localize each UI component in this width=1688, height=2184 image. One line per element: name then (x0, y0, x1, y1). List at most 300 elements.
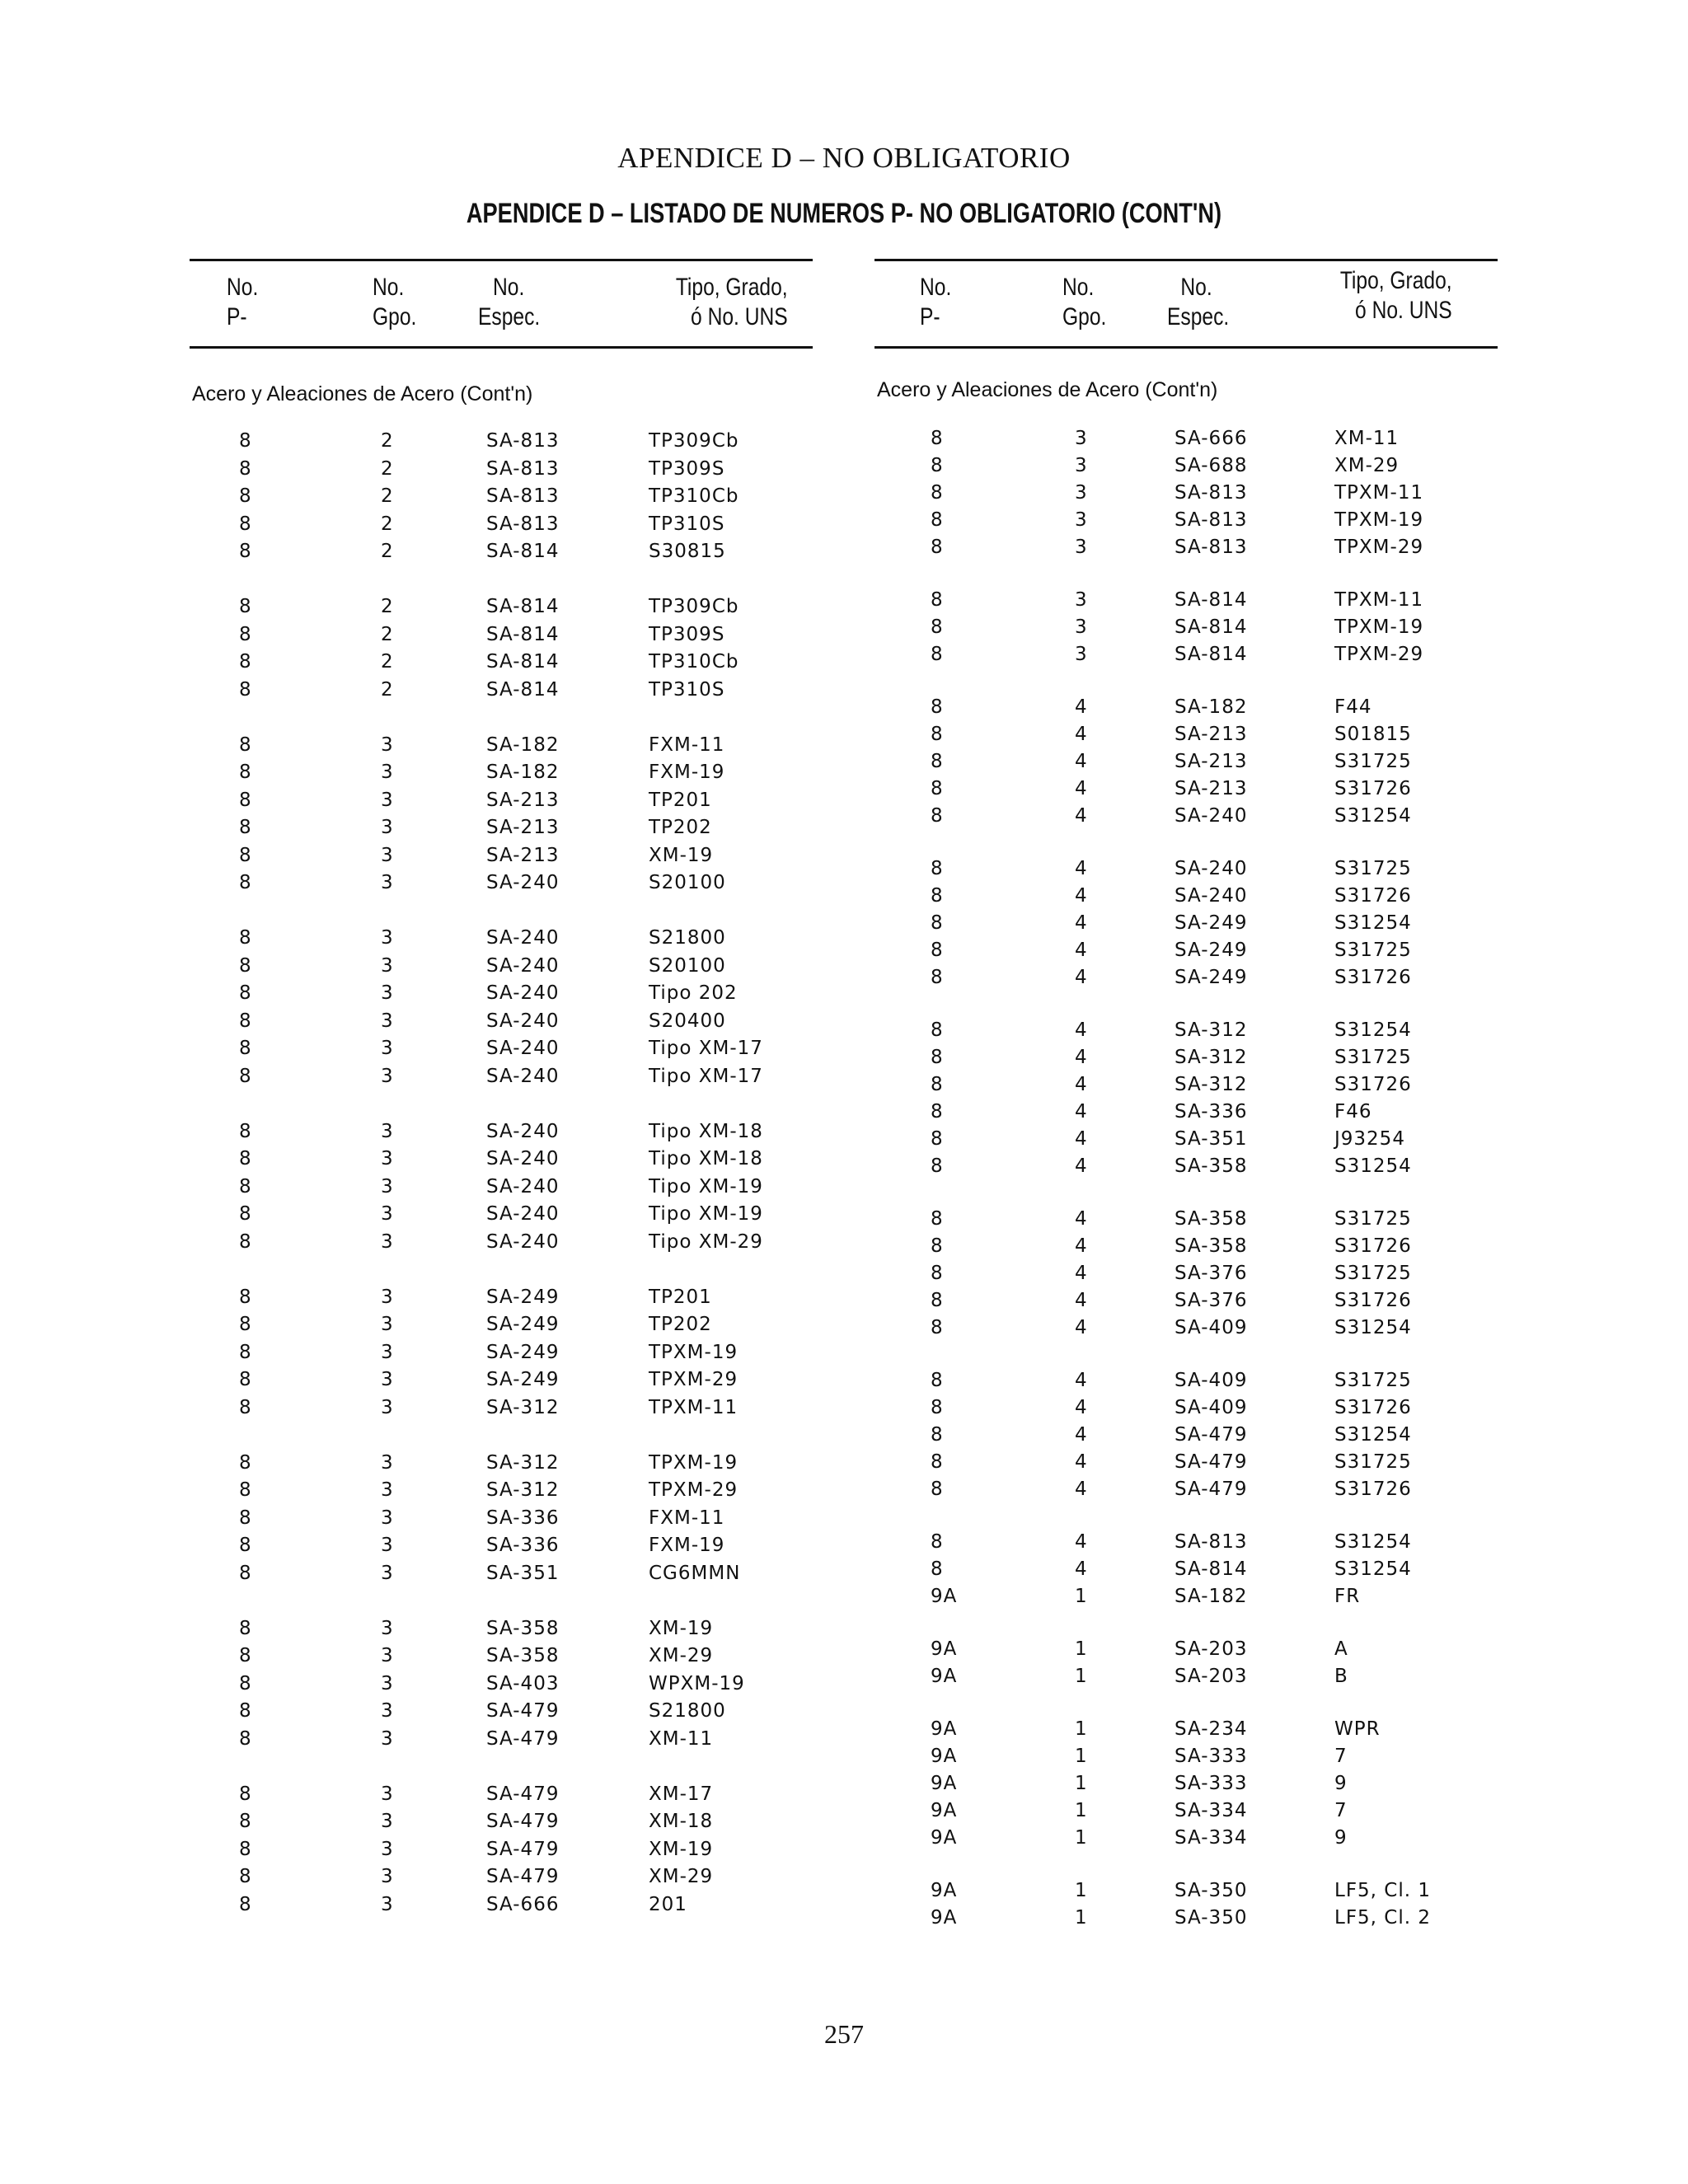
type-grade-cell: XM-11 (649, 1727, 714, 1750)
header-p-no: No. P- (920, 274, 952, 330)
group-number-cell: 3 (381, 1120, 394, 1142)
type-grade-cell: S31254 (1334, 912, 1412, 934)
spec-number-cell: SA-240 (486, 1148, 560, 1169)
p-number-cell: 8 (239, 1065, 252, 1087)
group-number-cell: 2 (381, 485, 394, 507)
spec-number-cell: SA-409 (1175, 1370, 1248, 1391)
group-number-cell: 4 (1075, 1019, 1088, 1041)
p-number-cell: 8 (239, 1727, 252, 1750)
table-row (874, 1155, 1498, 1183)
table-row (874, 428, 1498, 455)
group-number-cell: 3 (381, 1535, 394, 1556)
type-grade-cell: TPXM-11 (1334, 482, 1424, 504)
spec-number-cell: SA-240 (486, 1175, 560, 1197)
spec-number-cell: SA-240 (486, 1038, 560, 1059)
p-number-cell: 9A (931, 1638, 958, 1660)
group-number-cell: 3 (1075, 428, 1088, 449)
spec-number-cell: SA-351 (486, 1562, 560, 1584)
type-grade-cell: XM-17 (649, 1783, 714, 1805)
group-number-cell: 1 (1075, 1586, 1088, 1607)
spec-number-cell: SA-814 (1175, 1558, 1248, 1580)
spec-number-cell: SA-479 (486, 1838, 560, 1860)
p-number-cell: 8 (239, 1175, 252, 1197)
table-row (874, 940, 1498, 967)
type-grade-cell: S31726 (1334, 1397, 1412, 1418)
group-number-cell: 4 (1075, 805, 1088, 827)
table-row (874, 1047, 1498, 1074)
group-number-cell: 3 (381, 1148, 394, 1169)
type-grade-cell: Tipo XM-17 (649, 1038, 763, 1059)
type-grade-cell: Tipo XM-29 (649, 1230, 763, 1253)
type-grade-cell: TP202 (649, 817, 712, 838)
p-number-cell: 8 (931, 1101, 944, 1122)
p-number-cell: 8 (239, 982, 252, 1004)
table-row (874, 1128, 1498, 1155)
table-row (190, 1618, 813, 1645)
type-grade-cell: TPXM-29 (649, 1369, 738, 1390)
spec-number-cell: SA-312 (1175, 1047, 1248, 1068)
spec-number-cell: SA-182 (1175, 1586, 1248, 1607)
spec-number-cell: SA-350 (1175, 1907, 1248, 1929)
spec-number-cell: SA-376 (1175, 1263, 1248, 1284)
type-grade-cell: S20100 (649, 954, 726, 977)
spec-number-cell: SA-813 (1175, 1531, 1248, 1553)
table-row (190, 1673, 813, 1700)
spec-number-cell: SA-334 (1175, 1827, 1248, 1849)
group-number-cell: 4 (1075, 967, 1088, 988)
p-number-cell: 8 (931, 537, 944, 558)
type-grade-cell: F46 (1334, 1101, 1372, 1122)
table-row (874, 509, 1498, 537)
group-number-cell: 3 (381, 954, 394, 977)
spec-number-cell: SA-403 (486, 1672, 560, 1694)
table-row (190, 1700, 813, 1727)
spec-number-cell: SA-350 (1175, 1880, 1248, 1901)
p-number-cell: 8 (239, 1451, 252, 1474)
spec-number-cell: SA-240 (486, 1065, 560, 1087)
p-number-cell: 9A (931, 1746, 958, 1767)
left-table-header (190, 259, 813, 349)
group-number-cell: 4 (1075, 1235, 1088, 1257)
spec-number-cell: SA-813 (1175, 482, 1248, 504)
p-number-cell: 8 (931, 1451, 944, 1473)
spec-number-cell: SA-249 (486, 1341, 560, 1363)
type-grade-cell: TPXM-19 (649, 1451, 738, 1474)
type-grade-cell: S21800 (649, 927, 726, 949)
group-number-cell: 1 (1075, 1746, 1088, 1767)
type-grade-cell: FXM-11 (649, 733, 725, 756)
group-number-cell: 4 (1075, 1155, 1088, 1177)
spec-number-cell: SA-358 (486, 1617, 560, 1639)
spec-number-cell: SA-814 (1175, 589, 1248, 611)
spec-number-cell: SA-376 (1175, 1290, 1248, 1311)
group-number-cell: 4 (1075, 1424, 1088, 1446)
table-row (190, 1645, 813, 1672)
table-row (190, 872, 813, 899)
type-grade-cell: TP310S (649, 678, 725, 701)
type-grade-cell: TPXM-29 (1334, 537, 1424, 558)
spec-number-cell: SA-333 (1175, 1746, 1248, 1767)
type-grade-cell: S21800 (649, 1700, 726, 1722)
type-grade-cell: TPXM-11 (649, 1396, 738, 1418)
spec-number-cell: SA-358 (1175, 1235, 1248, 1257)
group-number-cell: 3 (381, 1286, 394, 1308)
type-grade-cell: XM-29 (649, 1866, 714, 1887)
spec-number-cell: SA-249 (486, 1314, 560, 1335)
table-row (874, 751, 1498, 778)
type-grade-cell: 201 (649, 1893, 687, 1915)
table-row (190, 1314, 813, 1341)
p-number-cell: 8 (931, 1397, 944, 1418)
type-grade-cell: XM-19 (649, 1838, 714, 1860)
p-number-cell: 8 (239, 596, 252, 617)
type-grade-cell: S31726 (1334, 1074, 1412, 1095)
type-grade-cell: XM-19 (649, 844, 714, 866)
spec-number-cell: SA-182 (486, 762, 560, 783)
table-row (190, 458, 813, 485)
group-number-cell: 2 (381, 457, 394, 480)
type-grade-cell: TP310Cb (649, 651, 739, 673)
spec-number-cell: SA-688 (1175, 455, 1248, 476)
p-number-cell: 8 (239, 1617, 252, 1639)
p-number-cell: 8 (239, 1507, 252, 1529)
group-number-cell: 3 (381, 1175, 394, 1197)
table-row (874, 912, 1498, 940)
group-number-cell: 3 (381, 817, 394, 838)
p-number-cell: 9A (931, 1907, 958, 1929)
p-number-cell: 8 (931, 509, 944, 531)
spec-number-cell: SA-240 (486, 1203, 560, 1225)
spec-number-cell: SA-213 (486, 844, 560, 866)
spec-number-cell: SA-203 (1175, 1638, 1248, 1660)
header-type-grade: Tipo, Grado, ó No. UNS (676, 274, 788, 330)
spec-number-cell: SA-240 (486, 1120, 560, 1142)
type-grade-cell: S31254 (1334, 805, 1412, 827)
spec-number-cell: SA-813 (1175, 537, 1248, 558)
type-grade-cell: FXM-19 (649, 762, 725, 783)
p-number-cell: 8 (239, 485, 252, 507)
type-grade-cell: 9 (1334, 1827, 1348, 1849)
table-row (190, 1369, 813, 1396)
group-number-cell: 3 (381, 1672, 394, 1694)
p-number-cell: 8 (931, 967, 944, 988)
spec-number-cell: SA-249 (486, 1369, 560, 1390)
table-row (874, 1101, 1498, 1128)
spec-number-cell: SA-249 (1175, 912, 1248, 934)
type-grade-cell: S31725 (1334, 1451, 1412, 1473)
group-number-cell: 3 (1075, 509, 1088, 531)
group-number-cell: 4 (1075, 1397, 1088, 1418)
table-row (190, 1010, 813, 1038)
table-row (190, 651, 813, 678)
type-grade-cell: S31726 (1334, 1235, 1412, 1257)
spec-number-cell: SA-814 (486, 596, 560, 617)
spec-number-cell: SA-409 (1175, 1397, 1248, 1418)
header-type-grade: Tipo, Grado, ó No. UNS (1340, 267, 1452, 324)
spec-number-cell: SA-213 (486, 817, 560, 838)
table-row (190, 485, 813, 513)
table-row (874, 1907, 1498, 1934)
group-number-cell: 3 (381, 1893, 394, 1915)
type-grade-cell: A (1334, 1638, 1348, 1660)
spec-number-cell: SA-351 (1175, 1128, 1248, 1150)
group-number-cell: 4 (1075, 940, 1088, 961)
type-grade-cell: Tipo XM-19 (649, 1175, 763, 1197)
table-row (874, 1800, 1498, 1827)
type-grade-cell: Tipo XM-18 (649, 1120, 763, 1142)
group-number-cell: 3 (381, 1617, 394, 1639)
table-row (190, 624, 813, 651)
p-number-cell: 8 (239, 1286, 252, 1308)
spec-number-cell: SA-479 (486, 1727, 560, 1750)
group-number-cell: 3 (381, 1783, 394, 1805)
table-row (190, 1563, 813, 1590)
table-row (874, 858, 1498, 885)
spec-number-cell: SA-479 (1175, 1424, 1248, 1446)
p-number-cell: 8 (239, 430, 252, 452)
type-grade-cell: TPXM-29 (649, 1479, 738, 1501)
table-row (874, 482, 1498, 509)
type-grade-cell: S31726 (1334, 1479, 1412, 1500)
p-number-cell: 8 (239, 1148, 252, 1169)
table-row (874, 455, 1498, 482)
p-number-cell: 9A (931, 1718, 958, 1740)
p-number-cell: 8 (239, 1010, 252, 1032)
table-row (190, 1286, 813, 1314)
group-number-cell: 1 (1075, 1880, 1088, 1901)
table-row (874, 1019, 1498, 1047)
spec-number-cell: SA-479 (486, 1811, 560, 1832)
group-number-cell: 4 (1075, 1101, 1088, 1122)
type-grade-cell: Tipo XM-18 (649, 1148, 763, 1169)
p-number-cell: 8 (239, 733, 252, 756)
group-number-cell: 3 (381, 1479, 394, 1501)
table-row (190, 1342, 813, 1369)
spec-number-cell: SA-334 (1175, 1800, 1248, 1821)
type-grade-cell: Tipo XM-17 (649, 1065, 763, 1087)
p-number-cell: 8 (931, 1047, 944, 1068)
table-row (874, 1666, 1498, 1693)
spec-number-cell: SA-182 (486, 733, 560, 756)
p-number-cell: 8 (931, 778, 944, 799)
type-grade-cell: LF5, Cl. 1 (1334, 1880, 1432, 1901)
p-number-cell: 8 (931, 644, 944, 665)
type-grade-cell: S31725 (1334, 940, 1412, 961)
spec-number-cell: SA-234 (1175, 1718, 1248, 1740)
table-row (190, 982, 813, 1010)
right-table-header (874, 259, 1498, 349)
type-grade-cell: S31254 (1334, 1155, 1412, 1177)
group-number-cell: 4 (1075, 858, 1088, 879)
p-number-cell: 8 (931, 616, 944, 638)
p-number-cell: 8 (931, 455, 944, 476)
spec-number-cell: SA-240 (486, 1010, 560, 1032)
table-row (190, 1894, 813, 1921)
left-table (190, 259, 813, 1915)
type-grade-cell: Tipo XM-19 (649, 1203, 763, 1225)
p-number-cell: 8 (239, 954, 252, 977)
type-grade-cell: 7 (1334, 1800, 1348, 1821)
p-number-cell: 8 (931, 858, 944, 879)
p-number-cell: 9A (931, 1773, 958, 1794)
table-row (874, 1479, 1498, 1506)
p-number-cell: 8 (931, 1235, 944, 1257)
group-number-cell: 1 (1075, 1718, 1088, 1740)
p-number-cell: 8 (239, 1700, 252, 1722)
spec-number-cell: SA-479 (486, 1700, 560, 1722)
group-number-cell: 1 (1075, 1800, 1088, 1821)
group-number-cell: 3 (381, 1727, 394, 1750)
group-number-cell: 4 (1075, 912, 1088, 934)
spec-number-cell: SA-479 (486, 1866, 560, 1887)
spec-number-cell: SA-336 (486, 1507, 560, 1529)
table-row (874, 1638, 1498, 1666)
table-row (190, 1783, 813, 1811)
p-number-cell: 8 (239, 1479, 252, 1501)
p-number-cell: 8 (931, 1531, 944, 1553)
type-grade-cell: S31726 (1334, 967, 1412, 988)
type-grade-cell: S31726 (1334, 885, 1412, 907)
p-number-cell: 8 (931, 1074, 944, 1095)
p-number-cell: 8 (931, 1479, 944, 1500)
group-number-cell: 1 (1075, 1638, 1088, 1660)
p-number-cell: 8 (239, 1893, 252, 1915)
type-grade-cell: S31725 (1334, 1208, 1412, 1230)
p-number-cell: 8 (931, 428, 944, 449)
p-number-cell: 8 (239, 678, 252, 701)
group-number-cell: 3 (381, 789, 394, 811)
table-row (874, 1424, 1498, 1451)
type-grade-cell: B (1334, 1666, 1348, 1687)
table-row (874, 778, 1498, 805)
table-row (190, 513, 813, 541)
table-row (874, 644, 1498, 671)
table-title: APENDICE D – LISTADO DE NUMEROS P- NO OBLIGATORIO (CONT'N) (466, 198, 1222, 229)
spec-number-cell: SA-358 (1175, 1155, 1248, 1177)
type-grade-cell: S20400 (649, 1010, 726, 1032)
table-row (190, 1479, 813, 1507)
group-number-cell: 3 (381, 1451, 394, 1474)
type-grade-cell: S31725 (1334, 1047, 1412, 1068)
p-number-cell: 8 (239, 789, 252, 811)
group-number-cell: 2 (381, 430, 394, 452)
p-number-cell: 9A (931, 1586, 958, 1607)
group-number-cell: 3 (381, 872, 394, 893)
group-number-cell: 2 (381, 623, 394, 645)
spec-number-cell: SA-813 (486, 430, 560, 452)
type-grade-cell: FR (1334, 1586, 1361, 1607)
type-grade-cell: TP202 (649, 1314, 712, 1335)
p-number-cell: 8 (239, 1203, 252, 1225)
group-number-cell: 3 (381, 1811, 394, 1832)
table-row (874, 724, 1498, 751)
group-number-cell: 3 (1075, 589, 1088, 611)
p-number-cell: 8 (239, 1230, 252, 1253)
table-row (190, 1811, 813, 1838)
p-number-cell: 8 (931, 1019, 944, 1041)
type-grade-cell: TP309Cb (649, 430, 739, 452)
table-row (874, 1397, 1498, 1424)
p-number-cell: 8 (239, 541, 252, 562)
table-row (190, 1038, 813, 1065)
p-number-cell: 8 (239, 623, 252, 645)
spec-number-cell: SA-312 (486, 1451, 560, 1474)
spec-number-cell: SA-336 (1175, 1101, 1248, 1122)
type-grade-cell: WPR (1334, 1718, 1381, 1740)
group-number-cell: 3 (1075, 616, 1088, 638)
p-number-cell: 8 (931, 1263, 944, 1284)
type-grade-cell: TP201 (649, 789, 712, 811)
p-number-cell: 8 (239, 1783, 252, 1805)
spec-number-cell: SA-479 (1175, 1451, 1248, 1473)
type-grade-cell: FXM-19 (649, 1535, 725, 1556)
group-number-cell: 2 (381, 596, 394, 617)
header-group-no: No. Gpo. (373, 274, 417, 330)
group-number-cell: 4 (1075, 778, 1088, 799)
table-row (190, 1507, 813, 1535)
p-number-cell: 8 (239, 1369, 252, 1390)
spec-number-cell: SA-312 (1175, 1019, 1248, 1041)
p-number-cell: 9A (931, 1880, 958, 1901)
spec-number-cell: SA-312 (486, 1396, 560, 1418)
type-grade-cell: F44 (1334, 696, 1372, 718)
group-number-cell: 2 (381, 513, 394, 535)
type-grade-cell: S20100 (649, 872, 726, 893)
type-grade-cell: S31254 (1334, 1424, 1412, 1446)
p-number-cell: 8 (239, 1341, 252, 1363)
p-number-cell: 8 (931, 1558, 944, 1580)
group-number-cell: 4 (1075, 1370, 1088, 1391)
p-number-cell: 8 (931, 805, 944, 827)
type-grade-cell: TP310Cb (649, 485, 739, 507)
type-grade-cell: S31725 (1334, 1370, 1412, 1391)
p-number-cell: 8 (931, 724, 944, 745)
table-row (190, 1121, 813, 1148)
group-number-cell: 3 (381, 762, 394, 783)
group-number-cell: 2 (381, 651, 394, 673)
spec-number-cell: SA-240 (486, 872, 560, 893)
type-grade-cell: S31726 (1334, 778, 1412, 799)
type-grade-cell: S31254 (1334, 1019, 1412, 1041)
group-number-cell: 3 (381, 733, 394, 756)
group-number-cell: 3 (381, 1507, 394, 1529)
type-grade-cell: FXM-11 (649, 1507, 725, 1529)
p-number-cell: 8 (239, 872, 252, 893)
table-row (874, 1718, 1498, 1746)
type-grade-cell: S31254 (1334, 1531, 1412, 1553)
type-grade-cell: XM-11 (1334, 428, 1400, 449)
spec-number-cell: SA-213 (1175, 751, 1248, 772)
spec-number-cell: SA-814 (1175, 616, 1248, 638)
p-number-cell: 8 (239, 1120, 252, 1142)
table-row (190, 541, 813, 568)
type-grade-cell: TPXM-11 (1334, 589, 1424, 611)
group-number-cell: 4 (1075, 1208, 1088, 1230)
type-grade-cell: Tipo 202 (649, 982, 738, 1004)
group-number-cell: 4 (1075, 724, 1088, 745)
spec-number-cell: SA-249 (1175, 940, 1248, 961)
p-number-cell: 8 (239, 1314, 252, 1335)
table-row (874, 885, 1498, 912)
p-number-cell: 8 (931, 1155, 944, 1177)
type-grade-cell: S31726 (1334, 1290, 1412, 1311)
spec-number-cell: SA-240 (486, 982, 560, 1004)
type-grade-cell: WPXM-19 (649, 1672, 745, 1694)
table-row (190, 430, 813, 457)
group-number-cell: 3 (381, 1645, 394, 1666)
type-grade-cell: TPXM-19 (1334, 509, 1424, 531)
group-number-cell: 1 (1075, 1907, 1088, 1929)
